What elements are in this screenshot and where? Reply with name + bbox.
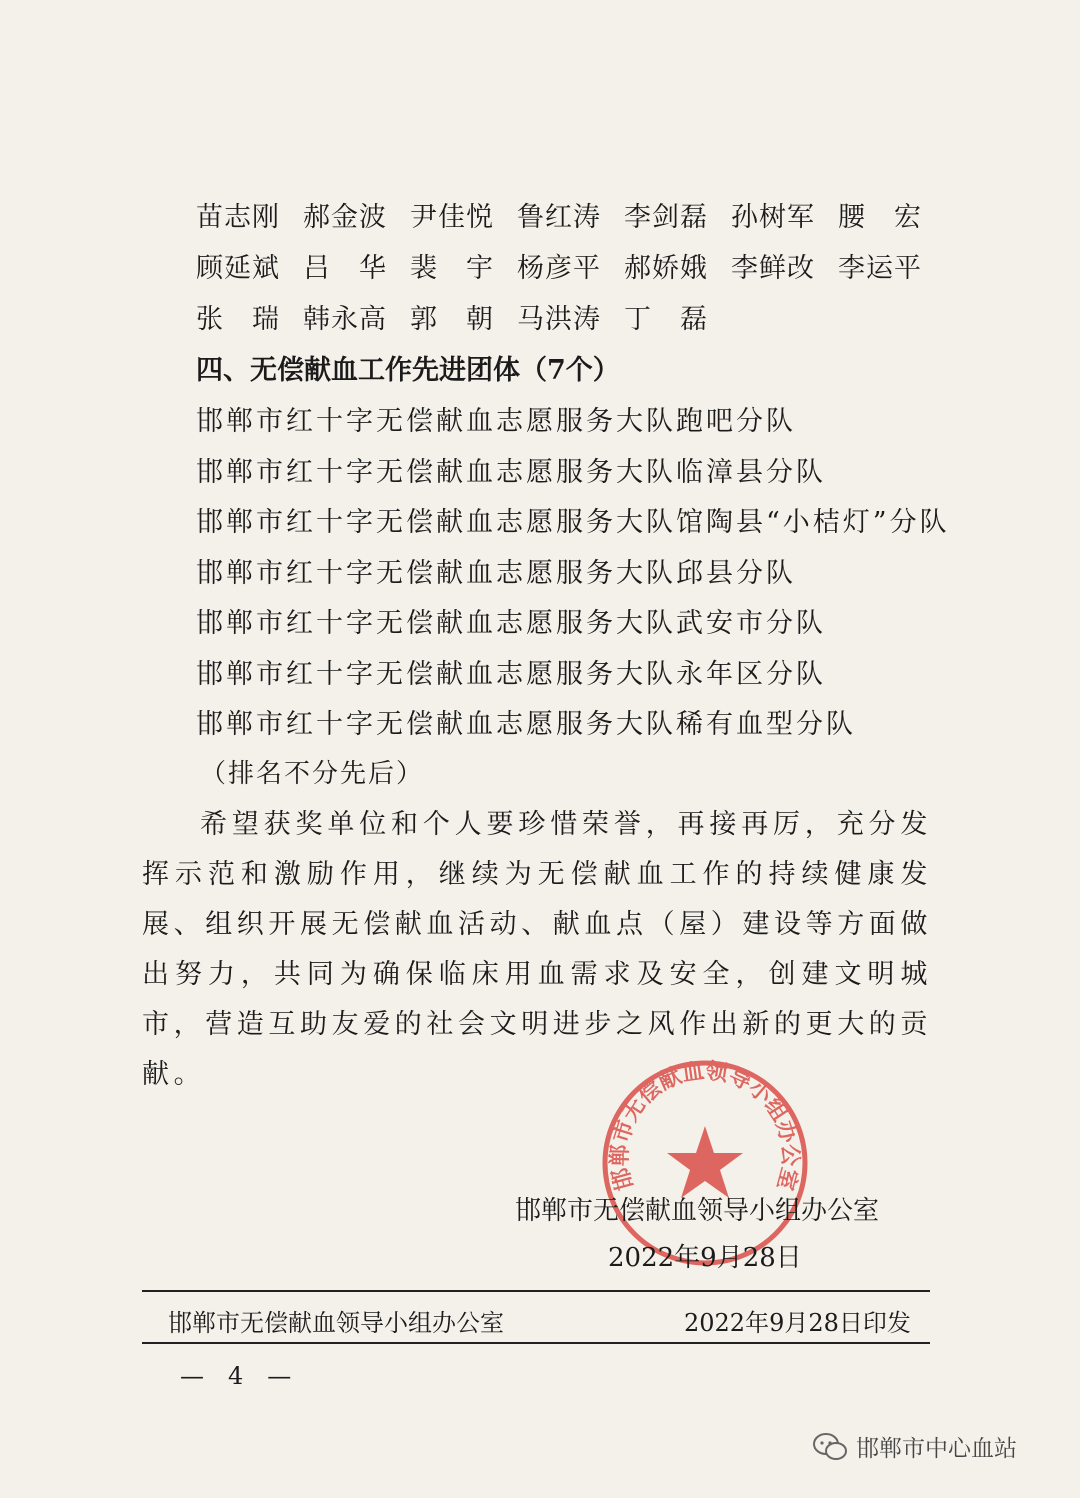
person-name: 李运平 xyxy=(838,253,922,284)
person-name: 马洪涛 xyxy=(517,304,601,335)
advanced-groups-list xyxy=(196,399,950,753)
person-name: 郝娇娥 xyxy=(624,253,708,284)
person-name: 郭 朝 xyxy=(410,304,494,335)
person-name: 鲁红涛 xyxy=(517,202,601,233)
person-name: 孙树军 xyxy=(731,202,815,233)
group-item: 邯郸市红十字无偿献血志愿服务大队馆陶县“小桔灯”分队 xyxy=(196,507,950,538)
page-number: — 4 — xyxy=(180,1362,292,1390)
footer-divider-top xyxy=(142,1290,930,1292)
section-heading: 四、无偿献血工作先进团体（7个） xyxy=(196,355,620,386)
person-name: 顾延斌 xyxy=(196,253,280,284)
group-item: 邯郸市红十字无偿献血志愿服务大队永年区分队 xyxy=(196,658,826,690)
group-item: 邯郸市红十字无偿献血志愿服务大队武安市分队 xyxy=(196,608,826,639)
wechat-icon xyxy=(812,1432,848,1462)
wechat-watermark xyxy=(812,1430,1017,1463)
person-name: 丁 磊 xyxy=(624,304,708,335)
person-name: 腰 宏 xyxy=(838,202,922,233)
person-name: 吕 华 xyxy=(303,253,387,284)
group-item: 邯郸市红十字无偿献血志愿服务大队邱县分队 xyxy=(196,557,796,589)
person-name: 李剑磊 xyxy=(624,202,708,233)
person-name: 苗志刚 xyxy=(196,202,280,233)
names-row xyxy=(196,297,945,348)
person-name: 裴 宇 xyxy=(410,253,494,284)
names-row xyxy=(196,246,945,297)
names-row xyxy=(196,195,945,246)
person-name: 韩永高 xyxy=(303,304,387,335)
person-name: 李鲜改 xyxy=(731,253,815,284)
signature-organization: 邯郸市无偿献血领导小组办公室 xyxy=(515,1196,880,1226)
group-item: 邯郸市红十字无偿献血志愿服务大队稀有血型分队 xyxy=(196,709,856,740)
person-name: 张 瑞 xyxy=(196,304,280,335)
seal-text: 邯郸市无偿献血领导小组办公室 xyxy=(606,1058,804,1193)
signature-date: 2022年9月28日 xyxy=(608,1243,802,1273)
group-item: 邯郸市红十字无偿献血志愿服务大队跑吧分队 xyxy=(196,406,796,437)
watermark-text: 邯郸市中心血站 xyxy=(856,1436,1017,1462)
group-item: 邯郸市红十字无偿献血志愿服务大队临漳县分队 xyxy=(196,456,826,488)
closing-paragraph: 希望获奖单位和个人要珍惜荣誉，再接再厉，充分发挥示范和激励作用，继续为无偿献血工作的持续健康发展、组织开展无偿献血活动、献血点（屋）建设等方面做出努力，共同为确保临床用血需求及安全，创建文明城市，营造互助友爱的社会文明进步之风作出新的更大的贡献。 xyxy=(142,809,932,1090)
person-name: 尹佳悦 xyxy=(410,202,494,233)
footer-issuer: 邯郸市无偿献血领导小组办公室 xyxy=(168,1309,504,1337)
person-name: 杨彦平 xyxy=(517,253,601,284)
ranking-note: （排名不分先后） xyxy=(200,759,425,789)
award-names-list xyxy=(196,195,945,348)
person-name: 郝金波 xyxy=(303,202,387,233)
footer-issue-date: 2022年9月28日印发 xyxy=(684,1309,911,1337)
footer-divider-bottom xyxy=(142,1342,930,1344)
